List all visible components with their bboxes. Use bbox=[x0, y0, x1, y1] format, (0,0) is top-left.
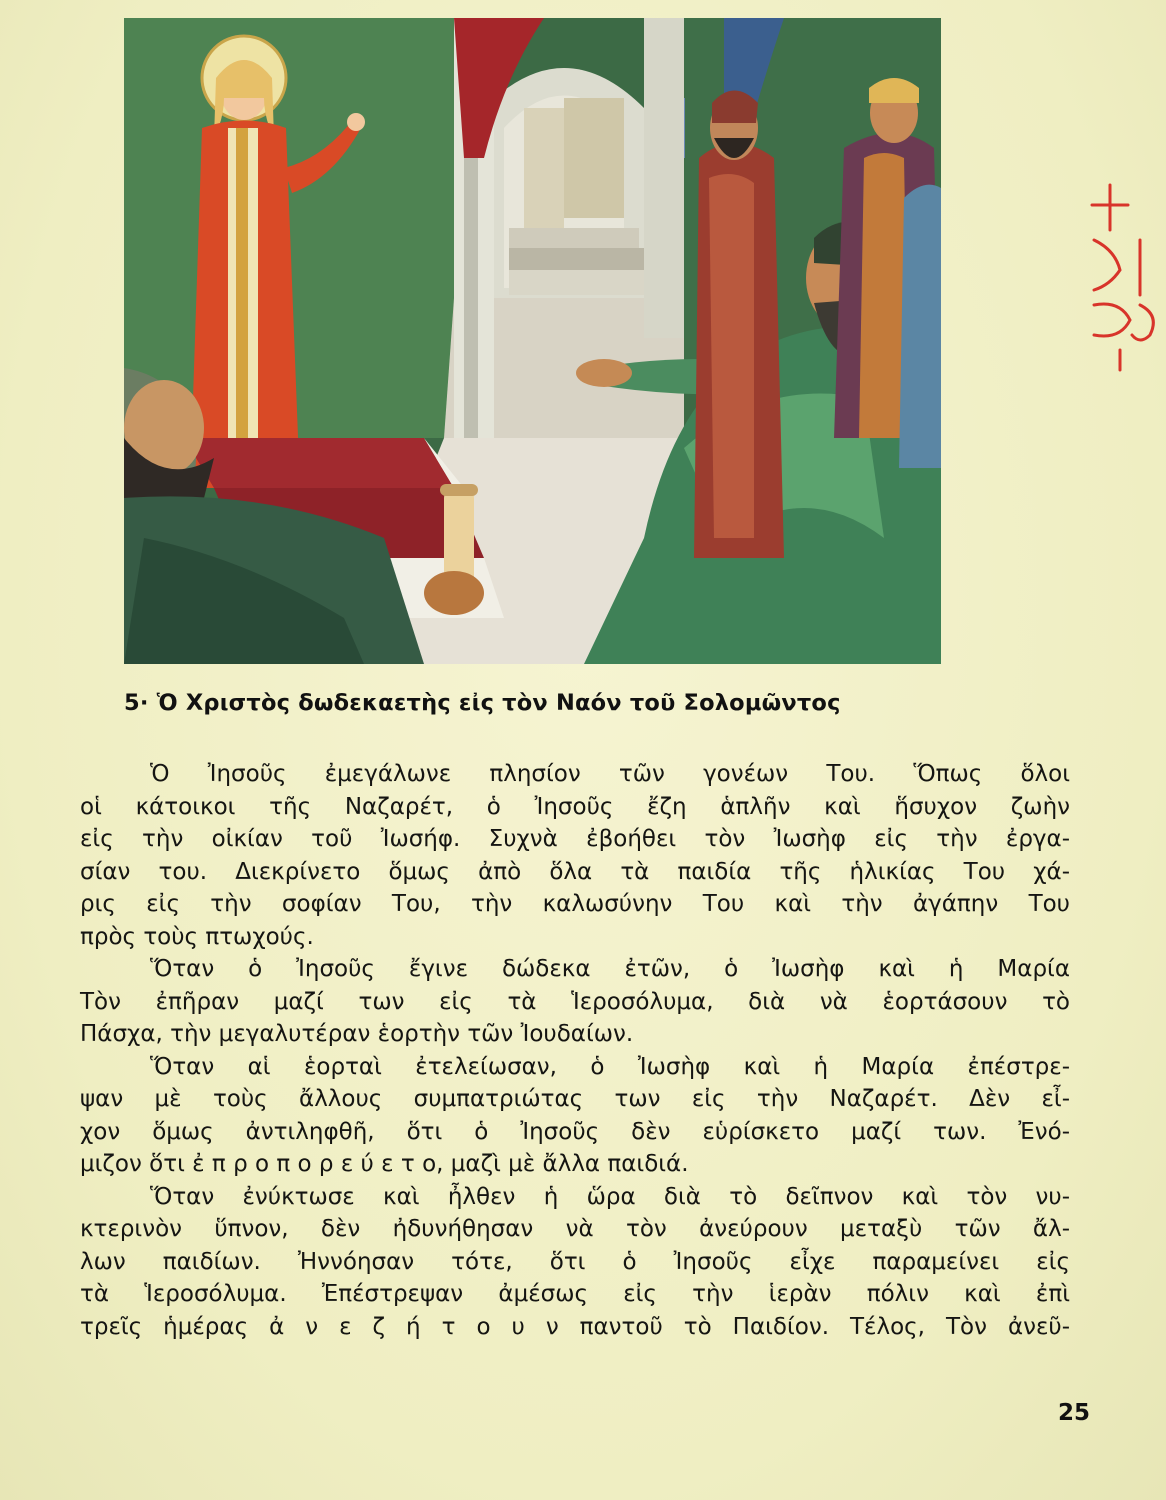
text-line: μιζον ὅτι ἐ π ρ ο π ο ρ ε ύ ε τ ο, μαζὶ μὲ ἄλλα παιδιά. bbox=[80, 1151, 689, 1177]
body-text bbox=[80, 758, 1070, 1343]
illustration-caption: 5· Ὁ Χριστὸς δωδεκαετὴς εἰς τὸν Ναόν τοῦ Σολομῶντος bbox=[124, 690, 841, 716]
page-number: 25 bbox=[1058, 1400, 1091, 1426]
handwritten-red-annotation-icon bbox=[1080, 175, 1166, 375]
text-line: πρὸς τοὺς πτωχούς. bbox=[80, 923, 314, 950]
text-line: ρις εἰς τὴν σοφίαν Του, τὴν καλωσύνην Του καὶ τὴν ἀγάπην Του bbox=[80, 891, 1070, 917]
text-line: Ὅταν ὁ Ἰησοῦς ἔγινε δώδεκα ἐτῶν, ὁ Ἰωσὴφ καὶ ἡ Μαρία bbox=[150, 956, 1070, 982]
text-line: Τὸν ἐπῆραν μαζί των εἰς τὰ Ἱεροσόλυμα, διὰ νὰ ἑορτάσουν τὸ bbox=[80, 988, 1070, 1015]
text-line: τὰ Ἱεροσόλυμα. Ἐπέστρεψαν ἀμέσως εἰς τὴν ἱερὰν πόλιν καὶ ἐπὶ bbox=[80, 1281, 1070, 1307]
temple-scene-illustration-icon bbox=[124, 18, 941, 664]
text-line: οἱ κάτοικοι τῆς Ναζαρέτ, ὁ Ἰησοῦς ἔζη ἁπλῆν καὶ ἥσυχον ζωὴν bbox=[80, 793, 1070, 820]
text-line: Πάσχα, τὴν μεγαλυτέραν ἑορτὴν τῶν Ἰουδαίων. bbox=[80, 1021, 634, 1047]
text-line: Ὅταν αἱ ἑορταὶ ἐτελείωσαν, ὁ Ἰωσὴφ καὶ ἡ Μαρία ἐπέστρε- bbox=[150, 1053, 1070, 1080]
text-line: χον ὅμως ἀντιληφθῆ, ὅτι ὁ Ἰησοῦς δὲν εὑρίσκετο μαζί των. Ἐνό- bbox=[80, 1118, 1070, 1145]
text-line: Ὅταν ἐνύκτωσε καὶ ἦλθεν ἡ ὥρα διὰ τὸ δεῖπνον καὶ τὸν νυ- bbox=[150, 1183, 1070, 1210]
text-line: λων παιδίων. Ἠννόησαν τότε, ὅτι ὁ Ἰησοῦς εἶχε παραμείνει εἰς bbox=[80, 1248, 1070, 1275]
text-line: σίαν του. Διεκρίνετο ὅμως ἀπὸ ὅλα τὰ παιδία τῆς ἡλικίας Του χά- bbox=[80, 858, 1070, 885]
text-line: τρεῖς ἡμέρας ἀ ν ε ζ ή τ ο υ ν παντοῦ τὸ Παιδίον. Τέλος, Τὸν ἀνεῦ- bbox=[80, 1313, 1070, 1340]
margin-annotation bbox=[1080, 175, 1166, 375]
text-line: κτερινὸν ὕπνον, δὲν ἠδυνήθησαν νὰ τὸν ἀνεύρουν μεταξὺ τῶν ἄλ- bbox=[80, 1216, 1070, 1242]
temple-scene-illustration bbox=[124, 18, 941, 664]
text-line: εἰς τὴν οἰκίαν τοῦ Ἰωσήφ. Συχνὰ ἐβοήθει τὸν Ἰωσὴφ εἰς τὴν ἐργα- bbox=[80, 826, 1070, 852]
text-line: Ὁ Ἰησοῦς ἐμεγάλωνε πλησίον τῶν γονέων Του. Ὅπως ὅλοι bbox=[150, 761, 1070, 787]
text-line: ψαν μὲ τοὺς ἄλλους συμπατριώτας των εἰς τὴν Ναζαρέτ. Δὲν εἶ- bbox=[80, 1086, 1070, 1112]
